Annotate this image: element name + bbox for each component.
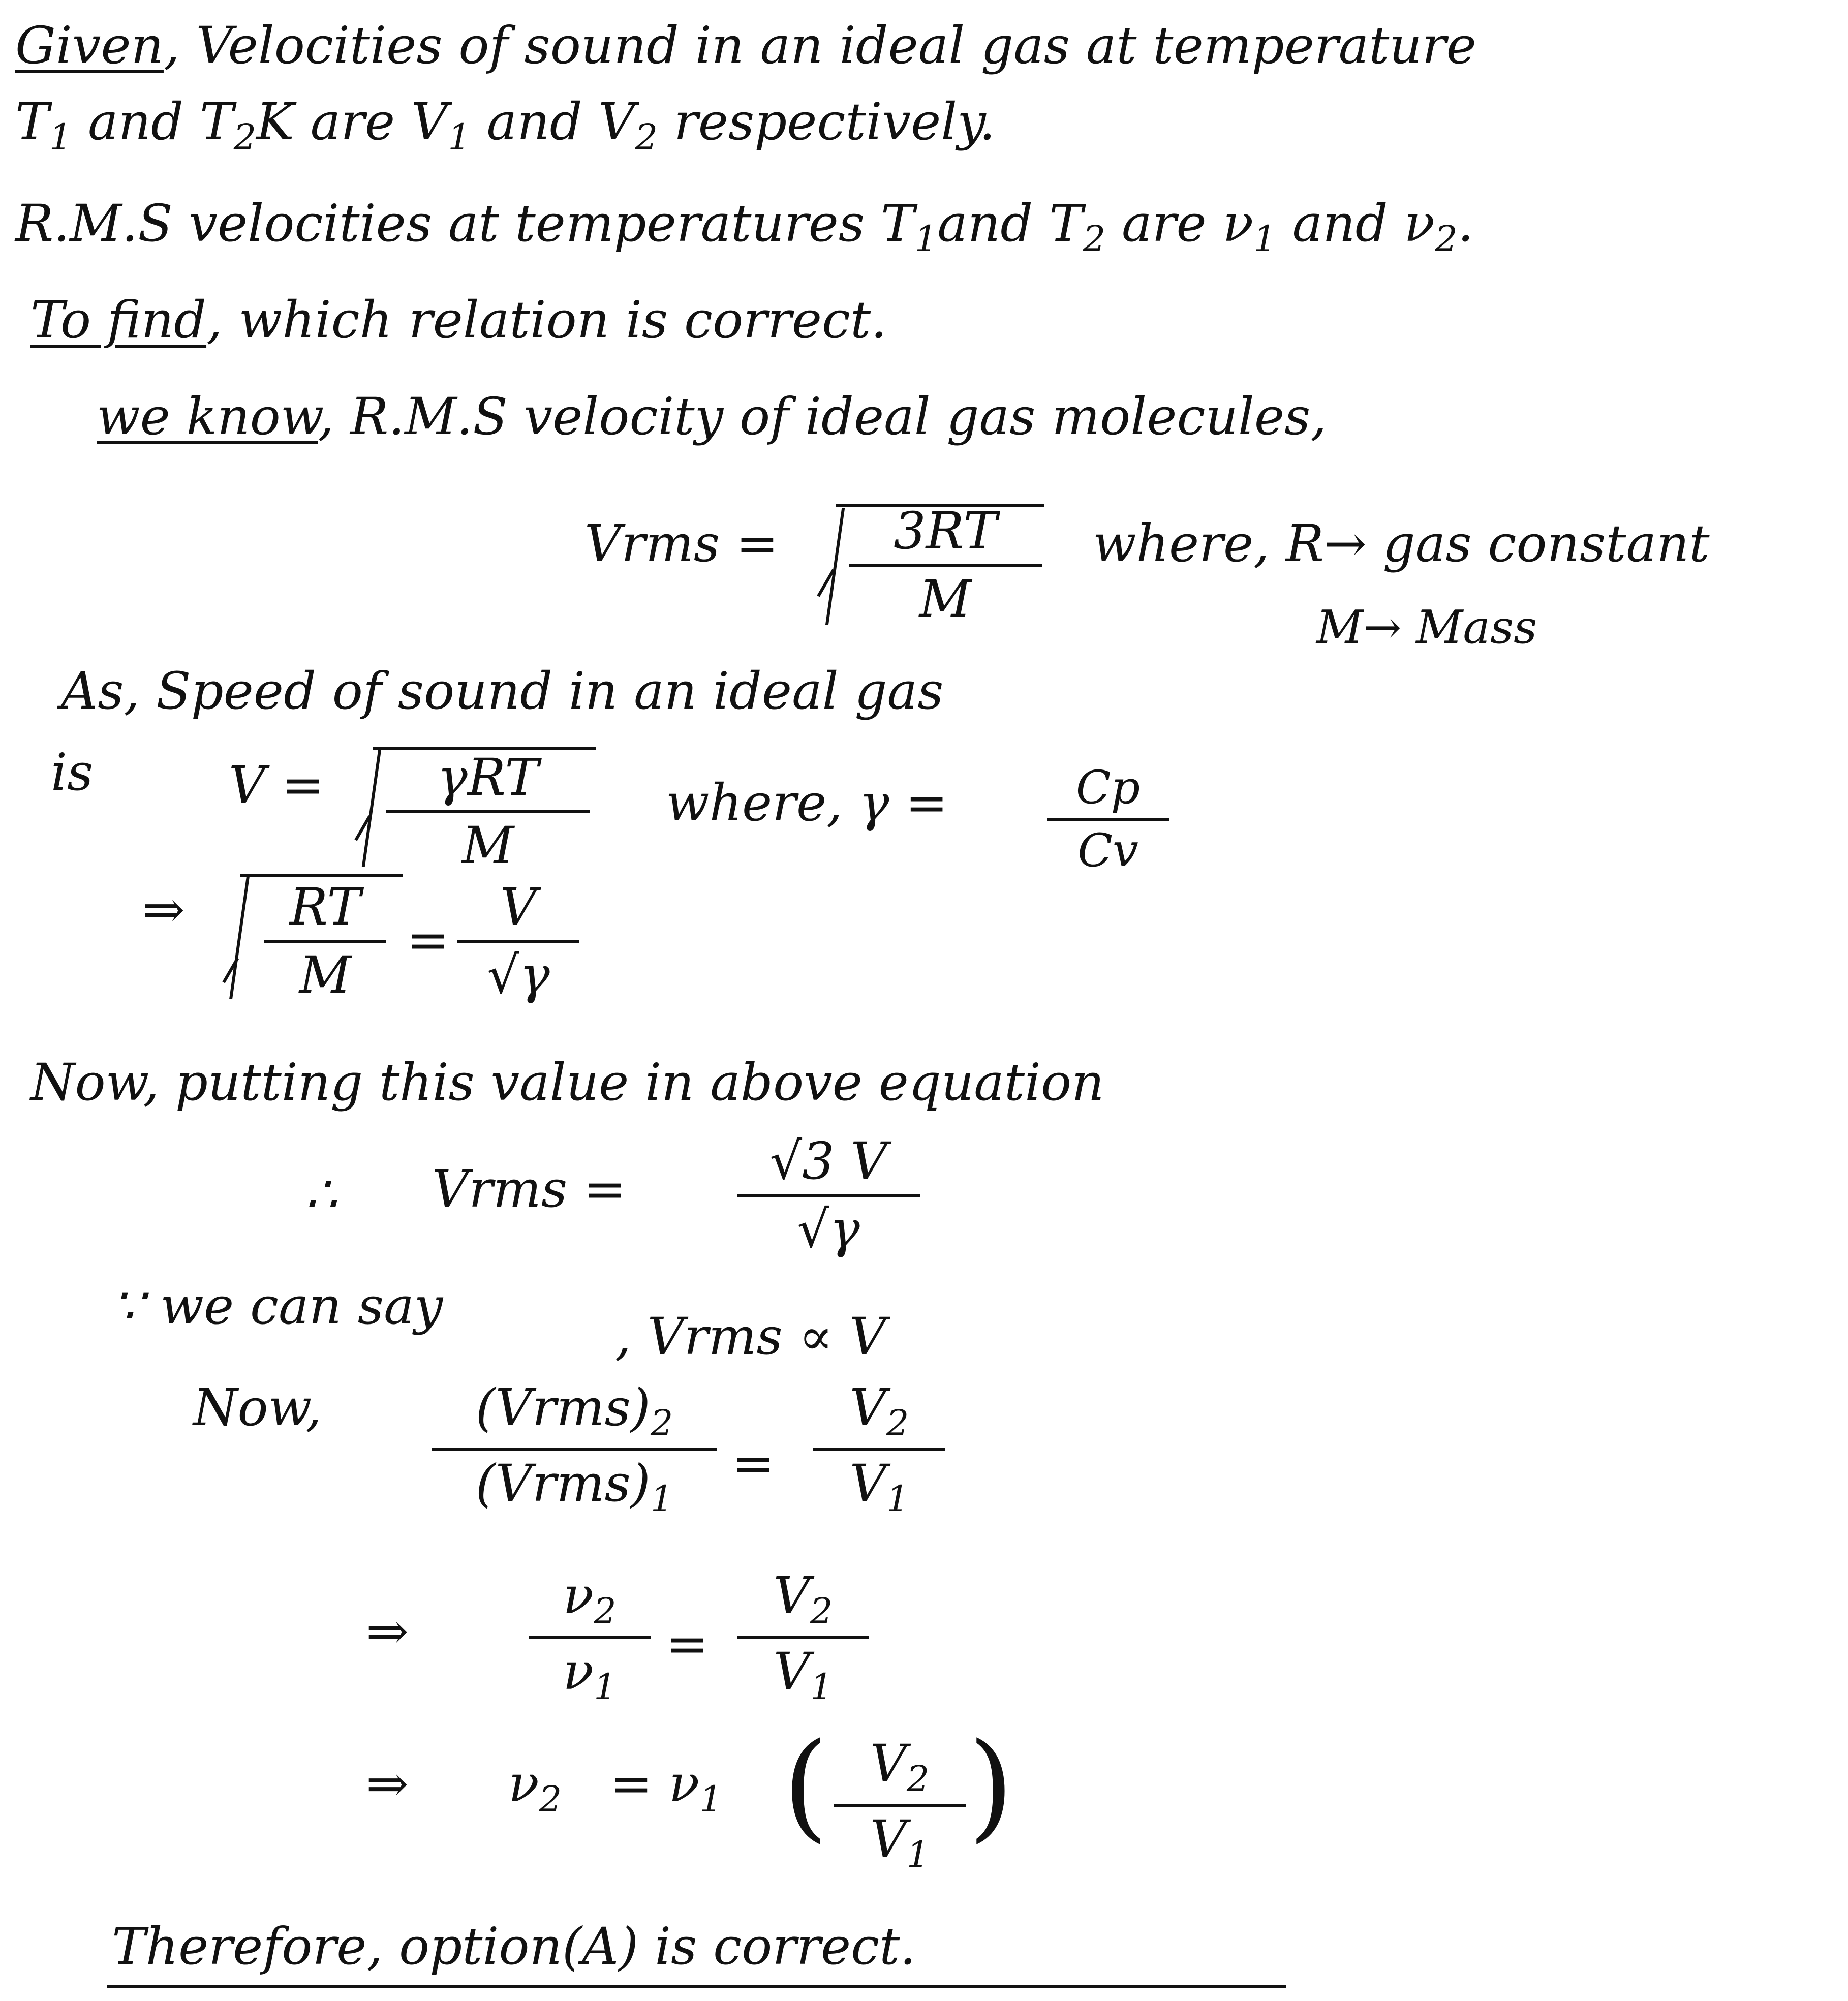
given-line-1: [15, 16, 1476, 75]
we-can-say: ∵ we can say: [112, 1276, 443, 1336]
now-putting-line: Now, putting this value in above equation: [30, 1053, 1104, 1112]
nu-ratio-bar: [529, 1636, 651, 1639]
is-correct-text: is correct.: [638, 1917, 916, 1976]
vrms2-numerator: [432, 1378, 717, 1444]
implies-1-arrow: ⇒: [142, 880, 185, 939]
t2-subscript: 2: [233, 116, 257, 158]
proportional-relation: , Vrms ∝ V: [615, 1307, 886, 1366]
and-nu2: and ν: [1276, 194, 1435, 253]
v1-den-3: [834, 1809, 966, 1875]
v-ratio-right: [813, 1378, 945, 1520]
v2-sub: 2: [886, 1402, 909, 1444]
v2-subscript: 2: [635, 116, 658, 158]
now-label: Now,: [193, 1378, 322, 1437]
vrms-fraction-bar: [849, 564, 1042, 567]
v1-sub-2: 1: [810, 1666, 833, 1708]
nu1-sub-3: 1: [699, 1778, 722, 1820]
nu2-lhs-sub: 2: [539, 1778, 562, 1820]
nu2-sub: 2: [1435, 218, 1458, 260]
given-line-3: [15, 194, 1474, 260]
vrms1-denominator: [432, 1454, 717, 1520]
v1-sub-3: 1: [906, 1834, 930, 1875]
therefore-vrms-fraction: [737, 1131, 920, 1259]
and-t2: and T: [937, 194, 1083, 253]
implies-1-radical-stem: [229, 877, 250, 999]
sound-numerator: γRT: [437, 748, 539, 807]
are-nu1: are ν: [1105, 194, 1254, 253]
therefore-dots: ∴: [305, 1164, 337, 1224]
v1-text-3: V: [870, 1809, 907, 1869]
we-know-line: [97, 387, 1327, 446]
given-line-1-text: , Velocities of sound in an ideal gas at temperature: [163, 16, 1476, 75]
we-know-label: we know: [97, 387, 318, 446]
where-mass: M→ Mass: [1316, 601, 1537, 654]
period: .: [1457, 194, 1474, 253]
vrms-radical-stem: [825, 508, 845, 625]
implies-3-arrow: ⇒: [366, 1754, 409, 1813]
vrms1-sub: 1: [650, 1478, 673, 1520]
sound-fraction-bar: [386, 810, 590, 813]
to-find-label: To find: [30, 290, 207, 350]
eq-nu1: = ν: [610, 1754, 700, 1813]
where-gas-constant: where, R→ gas constant: [1093, 514, 1710, 573]
nu2-num: [529, 1566, 651, 1632]
implies-1-right-fraction: [457, 877, 579, 1005]
implies-3-eq: [610, 1754, 722, 1820]
nu-ratio: [529, 1566, 651, 1708]
ratio-equals: =: [732, 1434, 775, 1493]
t1-symbol: T: [15, 92, 49, 151]
sound-line-1: As, Speed of sound in an ideal gas: [61, 661, 944, 721]
conclusion-line: [112, 1917, 916, 1976]
cp-numerator: Cp: [1075, 761, 1141, 814]
given-line-2: [15, 92, 996, 158]
rt-numerator: RT: [289, 877, 361, 937]
vrms-denominator: M: [919, 569, 972, 629]
sound-line-2: is: [51, 743, 94, 802]
therefore-vrms-lhs: Vrms =: [432, 1159, 626, 1219]
vrms2-sub: 2: [650, 1402, 673, 1444]
we-know-text: , R.M.S velocity of ideal gas molecules,: [318, 387, 1327, 446]
sqrt-gamma-denominator: √γ: [487, 945, 550, 1005]
sqrt3-v-numerator: √3 V: [769, 1131, 887, 1191]
vrms2-text: (Vrms): [475, 1378, 651, 1437]
t2-sub: 2: [1083, 218, 1106, 260]
v1-subscript: 1: [448, 116, 471, 158]
conclusion-underline: [107, 1985, 1286, 1988]
close-paren: ): [968, 1718, 1014, 1854]
k-are-v1-text: K are V: [256, 92, 448, 151]
v-ratio-bar: [813, 1448, 945, 1451]
vrms-radical-top: [836, 504, 1044, 507]
rms-velocities-text: R.M.S velocities at temperatures T: [15, 194, 915, 253]
v2-sub-3: 2: [906, 1758, 930, 1800]
v1-sub: 1: [886, 1478, 909, 1520]
v2-text-2: V: [773, 1566, 810, 1625]
nu2-text: ν: [563, 1566, 594, 1625]
v1-text: V: [849, 1454, 886, 1513]
sound-lhs: V =: [229, 755, 324, 815]
to-find-text: , which relation is correct.: [206, 290, 887, 350]
implies-3-lhs: [508, 1754, 562, 1820]
v-ratio-bar-2: [737, 1636, 869, 1639]
v-ratio-3: [834, 1734, 966, 1875]
sound-where: where, γ =: [666, 773, 948, 833]
t1-subscript: 1: [49, 116, 72, 158]
and-v2-text: and V: [470, 92, 635, 151]
vrms1-text: (Vrms): [475, 1454, 651, 1513]
v2-num-2: [737, 1566, 869, 1632]
nu1-den: [529, 1642, 651, 1708]
v2-num-3: [834, 1734, 966, 1800]
vrms-ratio-left: [432, 1378, 717, 1520]
therefore-fraction-bar: [737, 1194, 920, 1197]
option-a: (A): [562, 1917, 639, 1976]
therefore-option-label: Therefore, option: [112, 1917, 563, 1976]
implies-1-left-fraction: [264, 877, 386, 1005]
v1-text-2: V: [773, 1642, 810, 1701]
gamma-fraction-bar: [1047, 818, 1169, 821]
nu2-sub: 2: [594, 1590, 617, 1632]
given-label: Given: [15, 16, 164, 75]
v2-num: [813, 1378, 945, 1444]
vrms-lhs: Vrms =: [584, 514, 779, 573]
v-ratio-bar-3: [834, 1804, 966, 1807]
implies-2-equals: =: [666, 1614, 709, 1674]
v1-den: [813, 1454, 945, 1520]
sound-denominator: M: [461, 816, 514, 875]
respectively-text: respectively.: [658, 92, 996, 151]
nu1-text: ν: [563, 1642, 594, 1701]
v-numerator: V: [500, 877, 537, 937]
sqrt-gamma-den: √γ: [797, 1199, 860, 1259]
nu1-sub: 1: [1253, 218, 1276, 260]
v-fraction-bar: [457, 940, 579, 943]
and-t2-text: and T: [72, 92, 234, 151]
sound-radical-stem: [362, 750, 381, 867]
t1-sub: 1: [914, 218, 938, 260]
vrms-numerator: 3RT: [894, 501, 997, 561]
rt-fraction-bar: [264, 940, 386, 943]
implies-2-arrow: ⇒: [366, 1602, 409, 1661]
vrms-ratio-bar: [432, 1448, 717, 1451]
sound-fraction: [386, 748, 590, 875]
gamma-fraction: [1047, 761, 1169, 877]
to-find-line: [30, 290, 887, 350]
v2-text-3: V: [870, 1734, 907, 1793]
v2-sub-2: 2: [810, 1590, 833, 1632]
v1-den-2: [737, 1642, 869, 1708]
open-paren: (: [783, 1718, 828, 1854]
cv-denominator: Cv: [1077, 824, 1138, 877]
v-ratio-2: [737, 1566, 869, 1708]
vrms-fraction: [849, 501, 1042, 629]
implies-1-equals: =: [407, 910, 449, 970]
v2-text: V: [849, 1378, 886, 1437]
nu2-lhs: ν: [508, 1754, 539, 1813]
nu1-sub: 1: [594, 1666, 617, 1708]
m-denominator: M: [299, 945, 352, 1005]
